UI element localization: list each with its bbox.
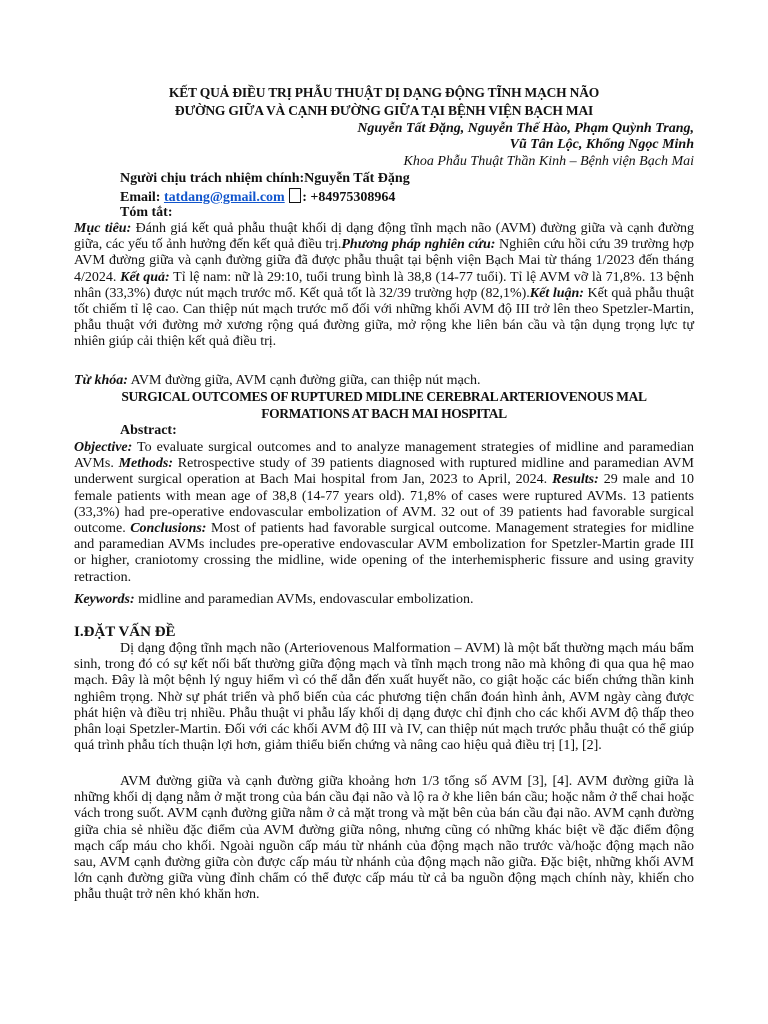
authors-line-1: Nguyễn Tất Đặng, Nguyễn Thế Hào, Phạm Quỳnh Trang, xyxy=(357,121,694,136)
vn-keywords-label: Từ khóa: xyxy=(74,373,128,388)
en-methods-label: Methods: xyxy=(118,456,174,472)
vn-results-label: Kết quả: xyxy=(120,269,170,285)
email-link[interactable]: tatdang@gmail.com xyxy=(163,190,285,205)
english-title-line-2: FORMATIONS AT BACH MAI HOSPITAL xyxy=(261,406,507,421)
responsible-author: Người chịu trách nhiệm chính:Nguyễn Tất Đặng xyxy=(120,171,410,186)
vn-abstract-body xyxy=(74,221,694,351)
en-conclusions-label: Conclusions: xyxy=(130,521,207,537)
authors-line-2: Vũ Tân Lộc, Khổng Ngọc Minh xyxy=(509,137,694,152)
vn-keywords-text: AVM đường giữa, AVM cạnh đường giữa, can thiệp nút mạch. xyxy=(127,373,481,388)
contact-line xyxy=(120,188,395,206)
phone-icon xyxy=(289,188,301,203)
vn-objective-text: Đánh giá kết quả phẫu thuật khối dị dạng động tĩnh mạch não (AVM) đường giữa và cạnh đường giữa, các yếu tố ảnh hưởng đến kết quả điều trị. xyxy=(74,221,695,253)
vn-methods-text: Nghiên cứu hồi cứu 39 trường hợp AVM đường giữa và cạnh đường giữa đã được phẫu thuật tại bệnh viện Bạch Mai từ tháng 1/2023 đến tháng 4/2024. xyxy=(74,237,695,285)
email-label: Email: xyxy=(120,190,164,205)
en-keywords xyxy=(74,592,694,608)
english-title-line-1: SURGICAL OUTCOMES OF RUPTURED MIDLINE CEREBRAL ARTERIOVENOUS MAL xyxy=(121,389,647,404)
vn-conclusion-label: Kết luận: xyxy=(529,285,584,301)
en-methods-text: Retrospective study of 39 patients diagnosed with ruptured midline and paramedian AVM underwent surgical operation at Bach Mai hospital from Jan, 2023 to April, 2024. xyxy=(74,456,694,488)
vn-results-text: Tỉ lệ nam: nữ là 29:10, tuổi trung bình là 38,8 (14-77 tuổi). Tỉ lệ AVM vỡ là 71,8%. 13 bệnh nhân (33,3%) được nút mạch trước mổ. Kết quả tốt là 32/39 trường hợp (82,1%). xyxy=(74,269,694,301)
paper-title-line-1: KẾT QUẢ ĐIỀU TRỊ PHẪU THUẬT DỊ DẠNG ĐỘNG TĨNH MẠCH NÃO xyxy=(168,85,600,100)
en-objective-label: Objective: xyxy=(74,440,133,455)
affiliation: Khoa Phẫu Thuật Thần Kinh – Bệnh viện Bạch Mai xyxy=(403,154,694,169)
intro-paragraph-1: Dị dạng động tĩnh mạch não (Arteriovenous Malformation – AVM) là một bất thường mạch máu bẩm sinh, trong đó có sự kết nối bất thường giữa động mạch và tĩnh mạch trong não mà không đi qua qua hệ mao mạch. Đây là một bệnh lý nguy hiểm vì có thể dẫn đến xuất huyết não, co giật hoặc các biến chứng thần kinh nghiêm trọng. Nhờ sự phát triển và phổ biến của các phương tiện chẩn đoán hình ảnh, AVM ngày càng được phát hiện và điều trị nhiều. Phẫu thuật vi phẫu lấy khối dị dạng được chỉ định cho các khối AVM độ thấp theo phân loại Spetzler-Martin. Đối với các khối AVM độ III và IV, can thiệp nút mạch trước phẫu thuật có thể giúp quá trình phẫu tích thuận lợi hơn, giảm thiểu biến chứng và nâng cao hiệu quả điều trị [1], [2]. xyxy=(74,641,694,754)
vn-keywords xyxy=(74,373,694,389)
vn-objective-label: Mục tiêu: xyxy=(74,221,132,236)
vn-abstract-heading: Tóm tắt: xyxy=(120,205,173,220)
vn-methods-label: Phương pháp nghiên cứu: xyxy=(341,237,496,253)
en-results-label: Results: xyxy=(552,472,599,488)
en-keywords-text: midline and paramedian AVMs, endovascular embolization. xyxy=(134,592,474,607)
phone-number: : +84975308964 xyxy=(302,190,396,205)
en-conclusions-text: Most of patients had favorable surgical outcome. Management strategies for midline and paramedian AVMs includes pre-operative endovascular AVM embolization for Spetzler-Martin grade III or higher, craniotomy crossing the midline, wide opening of the interhemispheric fissure and using gravity retraction. xyxy=(74,521,694,585)
en-abstract-body xyxy=(74,440,694,586)
en-results-text: 29 male and 10 female patients with mean age of 38,8 (14-77 years old). 71,8% of cases were ruptured AVMs. 13 patients (33,3%) had pre-operative endovascular embolization of AVM. 32 out of 39 patients had favorable surgical outcome. xyxy=(74,472,694,537)
en-abstract-heading: Abstract: xyxy=(120,423,177,438)
section-heading-introduction: I.ĐẶT VẤN ĐỀ xyxy=(74,624,176,640)
en-keywords-label: Keywords: xyxy=(74,592,135,607)
vn-conclusion-text: Kết quả phẫu thuật tốt chiếm tỉ lệ cao. Can thiệp nút mạch trước mổ đối với những khối AVM độ III trở lên theo Spetzler-Martin, phẫu thuật với đường mở xương rộng quá đường giữa, mở rộng khe liên bán cầu và tận dụng trọng lực tự nhiên giúp cải thiện kết quả điều trị. xyxy=(74,285,694,350)
en-objective-text: To evaluate surgical outcomes and to analyze management strategies of midline and paramedian AVMs. xyxy=(74,440,694,472)
intro-paragraph-2: AVM đường giữa và cạnh đường giữa khoảng hơn 1/3 tổng số AVM [3], [4]. AVM đường giữa là những khối dị dạng nằm ở mặt trong của bán cầu đại não và lộ ra ở khe liên bán cầu; hoặc nằm ở thể chai hoặc vách trong suốt. AVM cạnh đường giữa nằm ở cả mặt trong và mặt bên của bán cầu đại não. AVM cạnh đường giữa chia sẻ nhiều đặc điểm của AVM đường giữa nông, nhưng cũng có những khác biệt về đặc điểm động mạch cấp máu cho khối. Ngoài nguồn cấp máu từ nhánh của động mạch não trước và/hoặc động mạch não sau, AVM cạnh đường giữa còn được cấp máu từ nhánh của động mạch não giữa. Đặc biệt, những khối AVM lớn cạnh đường giữa vùng đỉnh chẩm có thể được cấp máu từ cả ba nguồn động mạch chính này, khiến cho phẫu thuật trở nên khó khăn hơn. xyxy=(74,774,694,903)
paper-title-line-2: ĐƯỜNG GIỮA VÀ CẠNH ĐƯỜNG GIỮA TẠI BỆNH VIỆN BẠCH MAI xyxy=(174,103,594,118)
